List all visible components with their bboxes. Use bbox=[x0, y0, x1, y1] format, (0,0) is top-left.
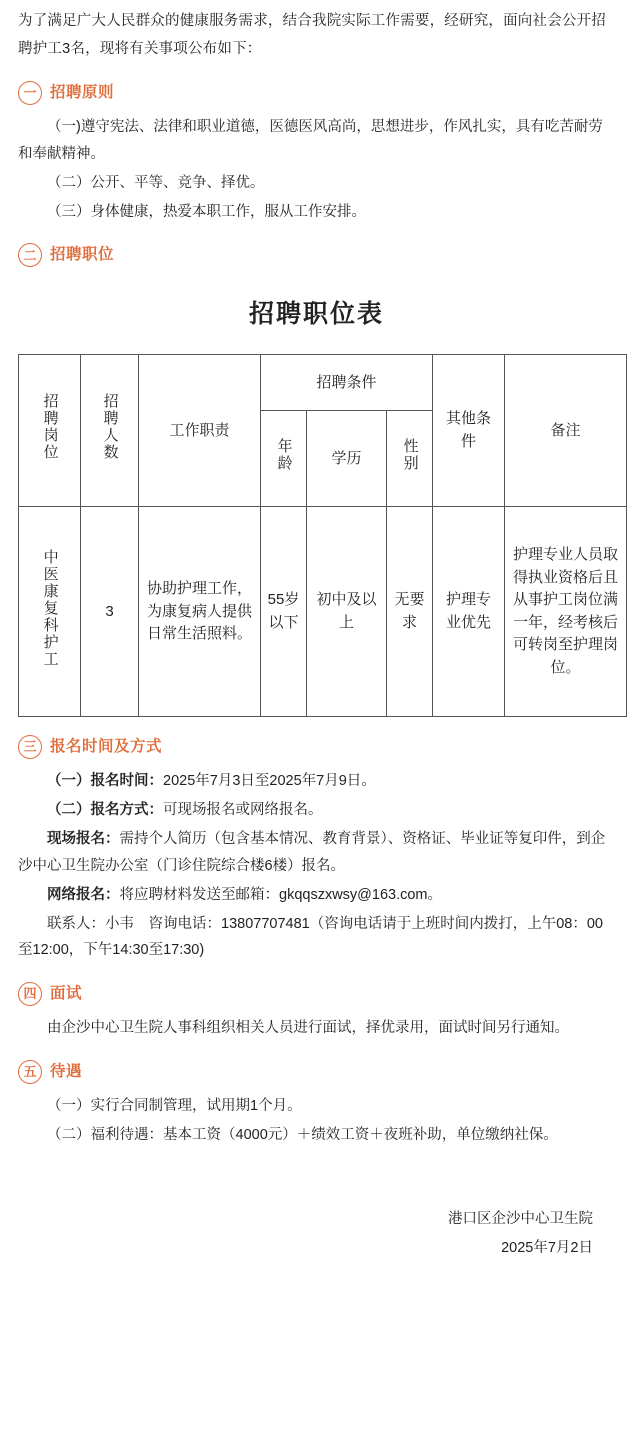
cell-education-value: 初中及以上 bbox=[316, 591, 377, 631]
section-1-paragraph-3: （三）身体健康，热爱本职工作，服从工作安排。 bbox=[47, 203, 366, 220]
header-conditions bbox=[261, 355, 433, 411]
intro-paragraph: 为了满足广大人民群众的健康服务需求，结合我院实际工作需要，经研究，面向社会公开招聘护工3名，现将有关事项公布如下： bbox=[18, 13, 606, 57]
signup-time bbox=[18, 768, 615, 795]
header-education-label: 学历 bbox=[331, 449, 362, 467]
signup-method bbox=[18, 797, 615, 824]
header-other bbox=[433, 355, 505, 507]
signup-contact: 联系人：小韦 咨询电话：13807707481（咨询电话请于上班时间内拨打，上午08：00至12:00，下午14:30至17:30) bbox=[18, 915, 603, 959]
table-row bbox=[19, 507, 627, 717]
cell-gender bbox=[387, 507, 433, 717]
header-remark bbox=[505, 355, 627, 507]
header-duty-label: 工作职责 bbox=[169, 421, 230, 439]
signup-time-label: （一）报名时间： bbox=[47, 773, 163, 790]
cell-gender-value: 无要求 bbox=[394, 591, 425, 631]
signup-onsite bbox=[18, 826, 615, 880]
section-5-paragraph-1: （一）实行合同制管理，试用期1个月。 bbox=[47, 1098, 302, 1115]
document-footer bbox=[18, 1205, 615, 1263]
section-heading-2 bbox=[18, 241, 615, 268]
signup-online bbox=[18, 882, 615, 909]
section-number-4: 四 bbox=[18, 982, 42, 1006]
section-heading-1 bbox=[18, 79, 615, 106]
header-post bbox=[19, 355, 81, 507]
cell-count-value: 3 bbox=[105, 602, 114, 620]
cell-post-value: 中医康复科护工 bbox=[41, 548, 59, 668]
signup-online-label: 网络报名： bbox=[47, 886, 120, 903]
signup-onsite-value: 需持个人简历（包含基本情况、教育背景）、资格证、毕业证等复印件，到企沙中心卫生院办公室（门诊住院综合楼6楼）报名。 bbox=[18, 831, 606, 874]
cell-other-value: 护理专业优先 bbox=[446, 591, 492, 631]
section-heading-5 bbox=[18, 1058, 615, 1085]
section-title-2: 招聘职位 bbox=[50, 246, 115, 264]
header-gender bbox=[387, 411, 433, 507]
signup-method-value: 可现场报名或网络报名。 bbox=[163, 802, 323, 819]
section-title-3: 报名时间及方式 bbox=[50, 738, 163, 756]
section-1-paragraph-1: （一)遵守宪法、法律和职业道德，医德医风高尚，思想进步，作风扎实，具有吃苦耐劳和奉献精神。 bbox=[18, 119, 603, 163]
section-1-paragraph-2: （二）公开、平等、竞争、择优。 bbox=[47, 174, 265, 191]
signup-time-value: 2025年7月3日至2025年7月9日。 bbox=[163, 773, 376, 790]
cell-age bbox=[261, 507, 307, 717]
section-number-3: 三 bbox=[18, 735, 42, 759]
header-remark-label: 备注 bbox=[550, 421, 581, 439]
section-number-1: 一 bbox=[18, 81, 42, 105]
header-gender-label: 性别 bbox=[401, 438, 419, 473]
header-duty bbox=[139, 355, 261, 507]
header-age bbox=[261, 411, 307, 507]
table-title: 招聘职位表 bbox=[248, 299, 384, 328]
cell-duty-value: 协助护理工作，为康复病人提供日常生活照料。 bbox=[146, 580, 252, 643]
cell-other bbox=[433, 507, 505, 717]
header-conditions-label: 招聘条件 bbox=[316, 373, 377, 391]
cell-post bbox=[19, 507, 81, 717]
cell-remark bbox=[505, 507, 627, 717]
section-number-2: 二 bbox=[18, 243, 42, 267]
signup-method-label: （二）报名方式： bbox=[47, 802, 163, 819]
footer-date: 2025年7月2日 bbox=[501, 1239, 593, 1256]
signup-onsite-label: 现场报名： bbox=[47, 831, 120, 848]
header-other-label: 其他条件 bbox=[446, 410, 492, 450]
section-5-paragraph-2: （二）福利待遇：基本工资（4000元）＋绩效工资＋夜班补助，单位缴纳社保。 bbox=[47, 1127, 558, 1144]
table-header-row-1 bbox=[19, 355, 627, 411]
cell-duty bbox=[139, 507, 261, 717]
section-title-1: 招聘原则 bbox=[50, 84, 115, 102]
cell-remark-value: 护理专业人员取得执业资格后且从事护工岗位满一年，经考核后可转岗至护理岗位。 bbox=[513, 546, 619, 676]
section-number-5: 五 bbox=[18, 1060, 42, 1084]
section-title-4: 面试 bbox=[50, 985, 83, 1003]
header-count-label: 招聘人数 bbox=[101, 393, 119, 462]
header-age-label: 年龄 bbox=[275, 438, 293, 473]
cell-count bbox=[81, 507, 139, 717]
cell-education bbox=[307, 507, 387, 717]
signup-online-value: 将应聘材料发送至邮箱：gkqqszxwsy@163.com。 bbox=[119, 886, 442, 903]
header-post-label: 招聘岗位 bbox=[41, 393, 59, 462]
section-heading-3 bbox=[18, 733, 615, 760]
recruitment-table bbox=[18, 354, 627, 717]
cell-age-value: 55岁以下 bbox=[267, 591, 300, 631]
section-heading-4 bbox=[18, 980, 615, 1007]
header-count bbox=[81, 355, 139, 507]
header-education bbox=[307, 411, 387, 507]
footer-organization: 港口区企沙中心卫生院 bbox=[448, 1210, 593, 1227]
section-title-5: 待遇 bbox=[50, 1063, 83, 1081]
section-4-paragraph-1: 由企沙中心卫生院人事科组织相关人员进行面试，择优录用，面试时间另行通知。 bbox=[47, 1020, 569, 1037]
